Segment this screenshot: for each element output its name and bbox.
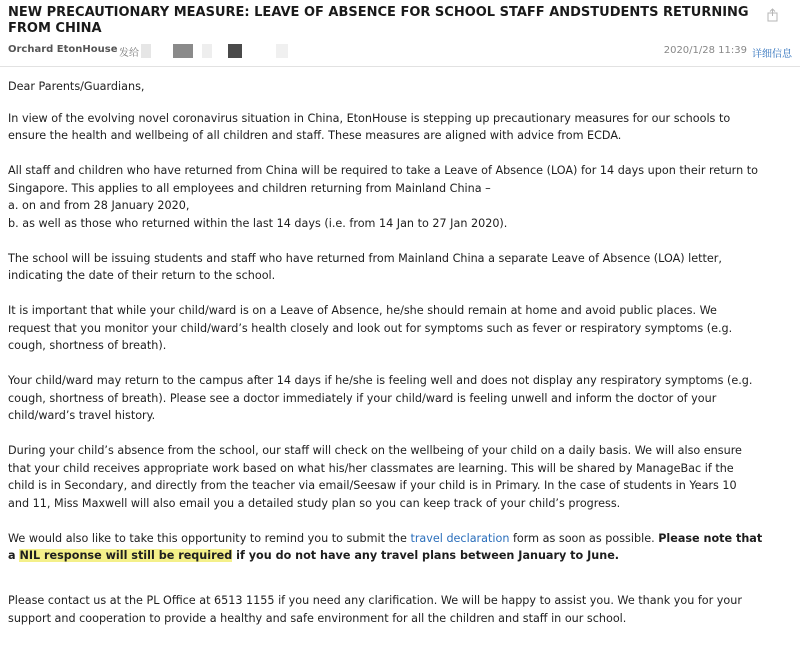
share-icon[interactable] [766, 8, 780, 22]
paragraph-loa-letter [8, 250, 792, 285]
p3-line: The school will be issuing students and staff who have returned from Mainland China a separate Leave of Absence (LOA) letter, [8, 251, 722, 265]
sender-row [8, 44, 792, 60]
p7-bold-text: Please note that [658, 531, 763, 545]
p6-line: that your child receives appropriate work based on what his/her classmates are learning. This will be shared by ManageBac if the [8, 461, 734, 475]
paragraph-intro [8, 110, 792, 145]
paragraph-contact [8, 592, 792, 627]
p2-line: All staff and children who have returned from China will be required to take a Leave of Absence (LOA) for 14 days upon their return to [8, 164, 758, 177]
p8-line: Please contact us at the PL Office at 6513 1155 if you need any clarification. We will be happy to assist you. We thank you for your [8, 594, 742, 607]
p2-line: b. as well as those who returned within the last 14 days (i.e. from 14 Jan to 27 Jan 2020). [8, 216, 508, 230]
p5-line: child/ward’s travel history. [8, 409, 156, 422]
p7-bold-text: a [8, 549, 20, 562]
p6-line: and 11, Miss Maxwell will also email you a detailed study plan so you can keep track of your child’s progress. [8, 496, 621, 510]
p7-bold-text: if you do not have any travel plans between January to June. [232, 549, 620, 562]
email-subject [8, 5, 750, 37]
p7-text: We would also like to take this opportunity to remind you to submit the [8, 531, 411, 545]
p4-line: cough, shortness of breath). [8, 339, 167, 352]
p6-line: During your child’s absence from the school, our staff will check on the wellbeing of your child on a daily basis. We will also ensure [8, 444, 742, 457]
p5-line: Your child/ward may return to the campus after 14 days if he/she is feeling well and does not display any respiratory symptoms (e.g. [8, 374, 753, 387]
p3-line: indicating the date of their return to the school. [8, 269, 276, 282]
email-datetime: 2020/1/28 11:39 [663, 45, 747, 56]
sender-name[interactable]: Orchard EtonHouse [8, 44, 118, 55]
subject-line-1: NEW PRECAUTIONARY MEASURE: LEAVE OF ABSENCE FOR SCHOOL STAFF ANDSTUDENTS RETURNING [8, 5, 749, 20]
redacted-recipient [173, 44, 193, 58]
nil-response-highlight: NIL response will still be required [19, 549, 233, 562]
greeting: Dear Parents/Guardians, [8, 80, 145, 93]
redacted-recipient [141, 44, 151, 58]
spacer [8, 582, 792, 592]
email-body [8, 78, 792, 645]
p2-line: a. on and from 28 January 2020, [8, 199, 190, 212]
redacted-recipient [202, 44, 212, 58]
p4-line: It is important that while your child/ward is on a Leave of Absence, he/she should remain at home and avoid public places. We [8, 304, 717, 317]
paragraph-stay-home [8, 302, 792, 355]
paragraph-travel-declaration [8, 530, 792, 565]
header-divider [0, 66, 800, 67]
paragraph-return [8, 372, 792, 425]
p2-line: Singapore. This applies to all employees and children returning from Mainland China – [8, 181, 491, 195]
paragraph-absence-support [8, 442, 792, 512]
paragraph-loa-requirement [8, 162, 792, 232]
subject-line-2: FROM CHINA [8, 21, 102, 36]
redacted-recipient [228, 44, 242, 58]
p8-line: support and cooperation to provide a healthy and safe environment for all the children and staff in our school. [8, 611, 627, 625]
p5-line: cough, shortness of breath). Please see a doctor immediately if your child/ward is feeling unwell and inform the doctor of your [8, 391, 717, 405]
redacted-recipient [276, 44, 288, 58]
email-header [0, 0, 800, 62]
details-link[interactable]: 详细信息 [752, 49, 792, 60]
p4-line: request that you monitor your child/ward’s health closely and look out for symptoms such as fever or respiratory symptoms (e.g. [8, 321, 733, 335]
p1-line: ensure the health and wellbeing of all children and staff. These measures are aligned with advice from ECDA. [8, 129, 622, 142]
p1-line: In view of the evolving novel coronavirus situation in China, EtonHouse is stepping up precautionary measures for our schools to [8, 111, 731, 125]
travel-declaration-link[interactable]: travel declaration [410, 531, 510, 545]
p7-text: form as soon as possible. [509, 531, 659, 545]
recipient-label: 发给 [119, 48, 139, 59]
p6-line: child is in Secondary, and directly from the teacher via email/Seesaw if your child is in Primary. In the case of students in Years 10 [8, 479, 737, 492]
